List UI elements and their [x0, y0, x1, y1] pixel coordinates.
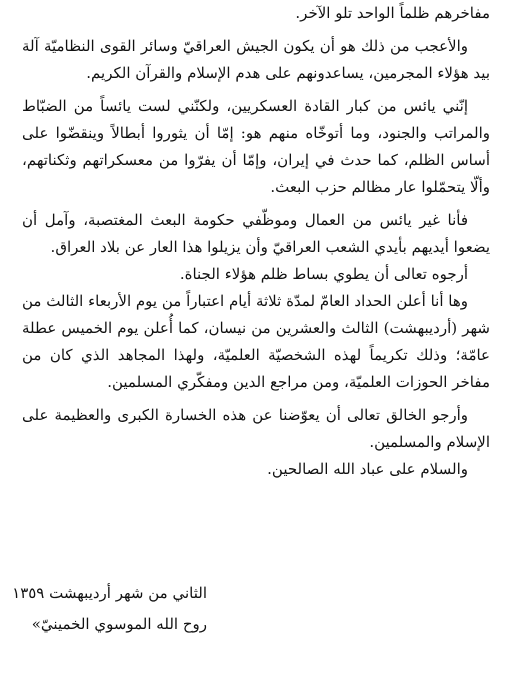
paragraph-compensation-prayer: وأرجو الخالق تعالى أن يعوّضنا عن هذه الخسارة الكبرى والعظيمة على الإسلام والمسلمين.	[22, 406, 490, 451]
signature-block	[0, 578, 207, 640]
signature-date: الثاني من شهر أرديبهشت ١٣٥٩	[12, 584, 207, 602]
paragraph-military-appeal: إنّني يائس من كبار القادة العسكريين، ولكنّني لست يائساً من الضبّاط والمراتب والجنود، وما أتوخّاه منهم هو: إمّا أن يثوروا أبطالاً وينقضّوا على أساس الظلم، كما حدث في إيران، وإمّا أن يفرّوا من معسكراتهم وثكناتهم، وألّا يتحمّلوا عار مظالم حزب البعث.	[22, 97, 490, 196]
signature-name: روح الله الموسوي الخمينيّ»	[31, 615, 207, 633]
paragraph-continuation: مفاخرهم ظلماً الواحد تلو الآخر.	[295, 4, 490, 22]
paragraph-closing-salutation: والسلام على عباد الله الصالحين.	[267, 460, 468, 478]
paragraph-workers-appeal: فأنا غير يائس من العمال وموظّفي حكومة البعث المغتصبة، وآمل أن يضعوا أيديهم بأيدي الشعب العراقيّ وأن يزيلوا هذا العار عن بلاد العراق.	[22, 211, 490, 256]
paragraph-prayer: أرجوه تعالى أن يطوي بساط ظلم هؤلاء الجناة.	[179, 265, 468, 283]
paragraph-mourning-announcement: وها أنا أعلن الحداد العامّ لمدّة ثلاثة أيام اعتباراً من يوم الأربعاء الثالث من شهر (أرديبهشت) الثالث والعشرين من نيسان، كما أُعلن يوم الخميس عطلة عامّة؛ وذلك تكريماً لهذه الشخصيّة العلميّة، ولهذا المجاهد الذي كان من مفاخر الحوزات العلميّة، ومن مراجع الدين ومفكّري المسلمين.	[21, 292, 490, 391]
paragraph-army-tool: والأعجب من ذلك هو أن يكون الجيش العراقيّ وسائر القوى النظاميّة آلة بيد هؤلاء المجرمين، يساعدونهم على هدم الإسلام والقرآن الكريم.	[22, 37, 490, 82]
